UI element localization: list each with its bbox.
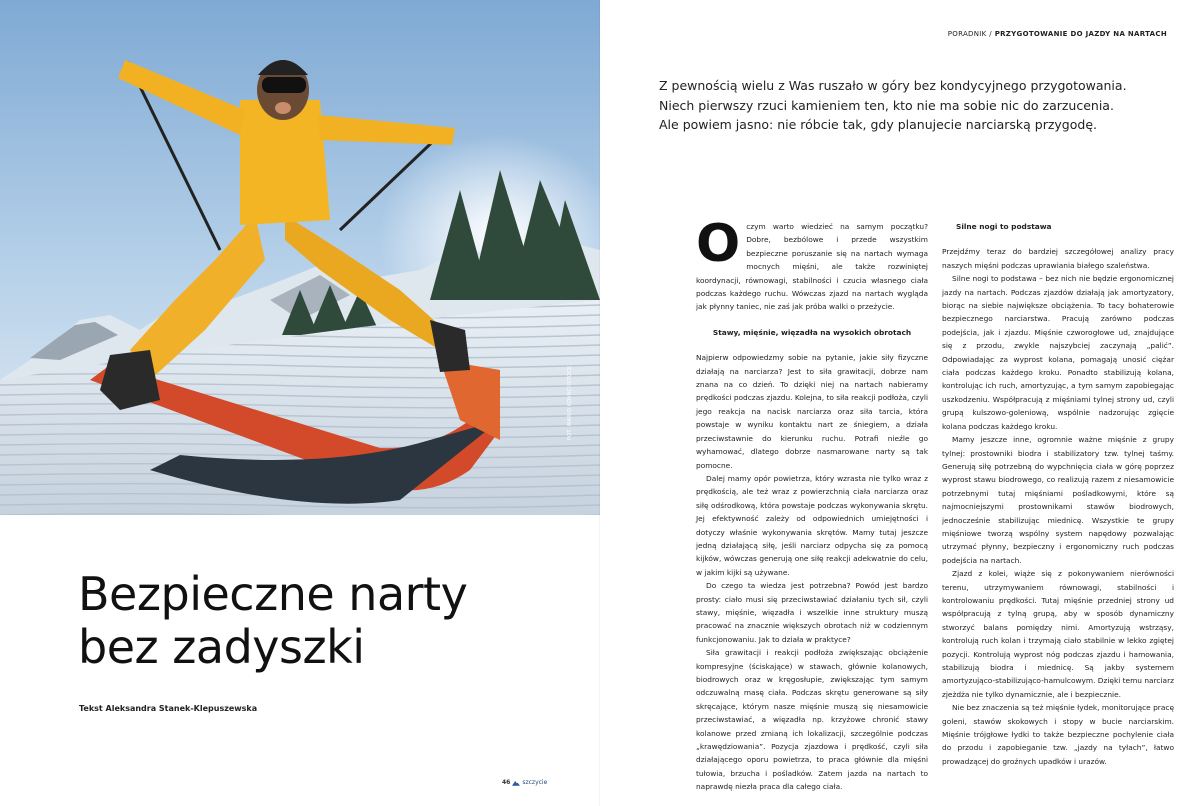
- intro-paragraph: [696, 214, 928, 314]
- lead-line-2: Niech pierwszy rzuci kamieniem ten, kto nie ma sobie nic do zarzucenia.: [659, 97, 1114, 113]
- skier-photo: [0, 0, 600, 515]
- body-paragraph: Zjazd z kolei, wiąże się z pokonywaniem nierówności terenu, utrzymywaniem równowagi, stabilności i kontrolowaniu prędkości. Tutaj mięśnie przedniej strony ud współpracują z tylną grupą, aby w sposób dynamiczny stworzyć balans pomiędzy nimi. Amortyzują wstrząsy, kontrolują ruch kolan i trzymają ciało stabilnie w lekko zgiętej pozycji. Kontrolują wyprost nóg podczas zjazdu i hamowania, stabilizują biodra i miednicę. Są jakby systemem amortyzująco-stabilizująco-hamulcowym. Dzięki temu narciarz zjeżdża nie tylko dynamicznie, ale i bezpiecznie.: [942, 569, 1174, 699]
- mountain-logo-icon: [512, 780, 520, 786]
- title-line-2: bez zadyszki: [78, 620, 365, 674]
- title-line-1: Bezpieczne narty: [78, 567, 468, 621]
- lead-line-1: Z pewnością wielu z Was ruszało w góry bez kondycyjnego przygotowania.: [659, 78, 1127, 93]
- right-page: [600, 0, 1200, 806]
- text-column-1: [696, 214, 928, 794]
- body-paragraph: Siła grawitacji i reakcji podłoża zwiększając obciążenie kompresyjne (ściskające) w stawach, głównie kolanowych, biodrowych oraz w kręgosłupie, zwiększając tym samym odczuwalną masę ciała. Podczas skrętu generowane są siły skręcające, którym nasze mięśnie muszą się niesamowicie przeciwstawiać, a więzadła np. krzyżowe chronić stawy kolanowe przed zmianą ich lokalizacji, szczególnie podczas „krawędziowania”. Pozycja zjazdowa i prędkość, czyli siła działającego oporu powietrza, to praca głównie dla mięśni tułowia, brzucha i pośladków. Zatem jazda na nartach to naprawdę niezła praca dla całego ciała.: [696, 648, 928, 792]
- section-label: PORADNIK: [947, 30, 987, 38]
- footer-brand: szczycie: [522, 779, 548, 786]
- section-topic: PRZYGOTOWANIE DO JAZDY NA NARTACH: [994, 30, 1167, 38]
- lead-line-3: Ale powiem jasno: nie róbcie tak, gdy planujecie narciarską przygodę.: [659, 117, 1097, 132]
- section-header: [948, 30, 1167, 38]
- subheading-2: Silne nogi to podstawa: [956, 222, 1052, 231]
- body-paragraph: Silne nogi to podstawa – bez nich nie będzie ergonomicznej jazdy na nartach. Podczas zjazdów działają jak amortyzatory, biorąc na siebie największe obciążenia. To tacy bohaterowie bezpiecznego narciarstwa. Pracują zarówno podczas podejścia, jak i zjazdu. Mięśnie czworogłowe ud, znajdujące się z przodu, zwykle najszybciej zaczynają „palić”. Odpowiadając za wyprost kolana, pomagają unosić ciężar ciała podczas każdego kroku. Ponadto stabilizują kolana, kontrolując ich ruch, amortyzując, a tym samym zapobiegając uszkodzeniu. Współpracują z mięśniami tylnej strony ud, czyli grupą kulszowo-goleniową, wspólnie nadzorując zgięcie kolana podczas każdego kroku.: [942, 274, 1174, 431]
- body-paragraph: Do czego ta wiedza jest potrzebna? Powód jest bardzo prosty: ciało musi się przeciwstawiać działaniu tych sił, czyli stawy, mięśnie, więzadła i wszelkie inne struktury muszą pracować na znacznie większych obrotach niż w codziennym funkcjonowaniu. Jak to działa w praktyce?: [696, 581, 928, 644]
- page-number: 46: [502, 779, 511, 786]
- subheading-1: Stawy, mięśnie, więzadła na wysokich obrotach: [712, 327, 912, 337]
- body-paragraph: Mamy jeszcze inne, ogromnie ważne mięśnie z grupy tylnej: prostowniki biodra i stabilizatory tzw. tylnej taśmy. Generują siłę potrzebną do wypchnięcia ciała w górę poprzez wyprost stawu biodrowego, co realizują razem z niesamowicie potrzebnymi tutaj mięśniami pośladkowymi, które są najmocniejszymi prostownikami stawów biodrowych, jednocześnie stabilizując miednicę. Wszystkie te grupy mięśniowe tworzą wspólny system napędowy pozwalając utrzymać płynny, bezpieczny i ergonomiczny ruch podczas podejścia na nartach.: [942, 435, 1174, 565]
- lead-paragraph: [659, 76, 1127, 135]
- article-title: [78, 568, 578, 674]
- photo-credit: FOT. MARIO KOVAC/ISTOCK: [567, 365, 573, 440]
- body-paragraph: Dalej mamy opór powietrza, który wzrasta nie tylko wraz z prędkością, ale też wraz z powierzchnią ciała narciarza oraz siłę odśrodkową, która powstaje podczas wykonywania skrętu. Jej efektywność zależy od odpowiednich umiejętności i dotyczy właśnie wykonywania skrętów. Mamy tutaj jeszcze jedną działającą siłę, jeśli narciarz odpycha się za pomocą kijków, wówczas generują one siłę reakcji adekwatnie do celu, w jakim kijki są używane.: [696, 473, 928, 577]
- footer-logo: [502, 779, 547, 786]
- text-column-2: [942, 220, 1174, 768]
- body-paragraph: Najpierw odpowiedzmy sobie na pytanie, jakie siły fizyczne działają na narciarza? Jest to siła grawitacji, dobrze nam znana na co dzień. To dzięki niej na nartach nabieramy prędkości podczas zjazdu. Kolejna, to siła reakcji podłoża, czyli jego reakcja na nacisk narciarza oraz siła tarcia, która powstaje w wyniku kontaktu nart ze śniegiem, a działa przeciwstawnie do kierunku ruchu. Potrafi nieźle go wyhamować, dlatego dobrze nasmarowane narty są tak pomocne.: [696, 353, 928, 470]
- intro-text: czym warto wiedzieć na samym początku? Dobre, bezbólowe i przede wszystkim bezpieczne poruszanie się na nartach wymaga mocnych mięśni, ale także rozwiniętej koordynacji, równowagi, stabilności i czucia własnego ciała podczas każdego ruchu. Wówczas zjazd na nartach wygląda jak płynny taniec, nie zaś jak próba walki o przeżycie.: [696, 222, 928, 312]
- drop-cap: O: [696, 214, 741, 274]
- section-separator: /: [989, 30, 992, 38]
- byline: Tekst Aleksandra Stanek-Klepuszewska: [79, 704, 258, 713]
- body-paragraph: Nie bez znaczenia są też mięśnie łydek, monitorujące pracę goleni, stawów skokowych i stopy w bucie narciarskim. Mięśnie trójgłowe łydki to także bezpieczne pochylenie ciała do przodu i zapobieganie tzw. „jazdy na tyłach”, łatwo prowadzącej do groźnych upadków i urazów.: [942, 703, 1174, 766]
- body-paragraph: Przejdźmy teraz do bardziej szczegółowej analizy pracy naszych mięśni podczas uprawiania białego szaleństwa.: [942, 247, 1174, 270]
